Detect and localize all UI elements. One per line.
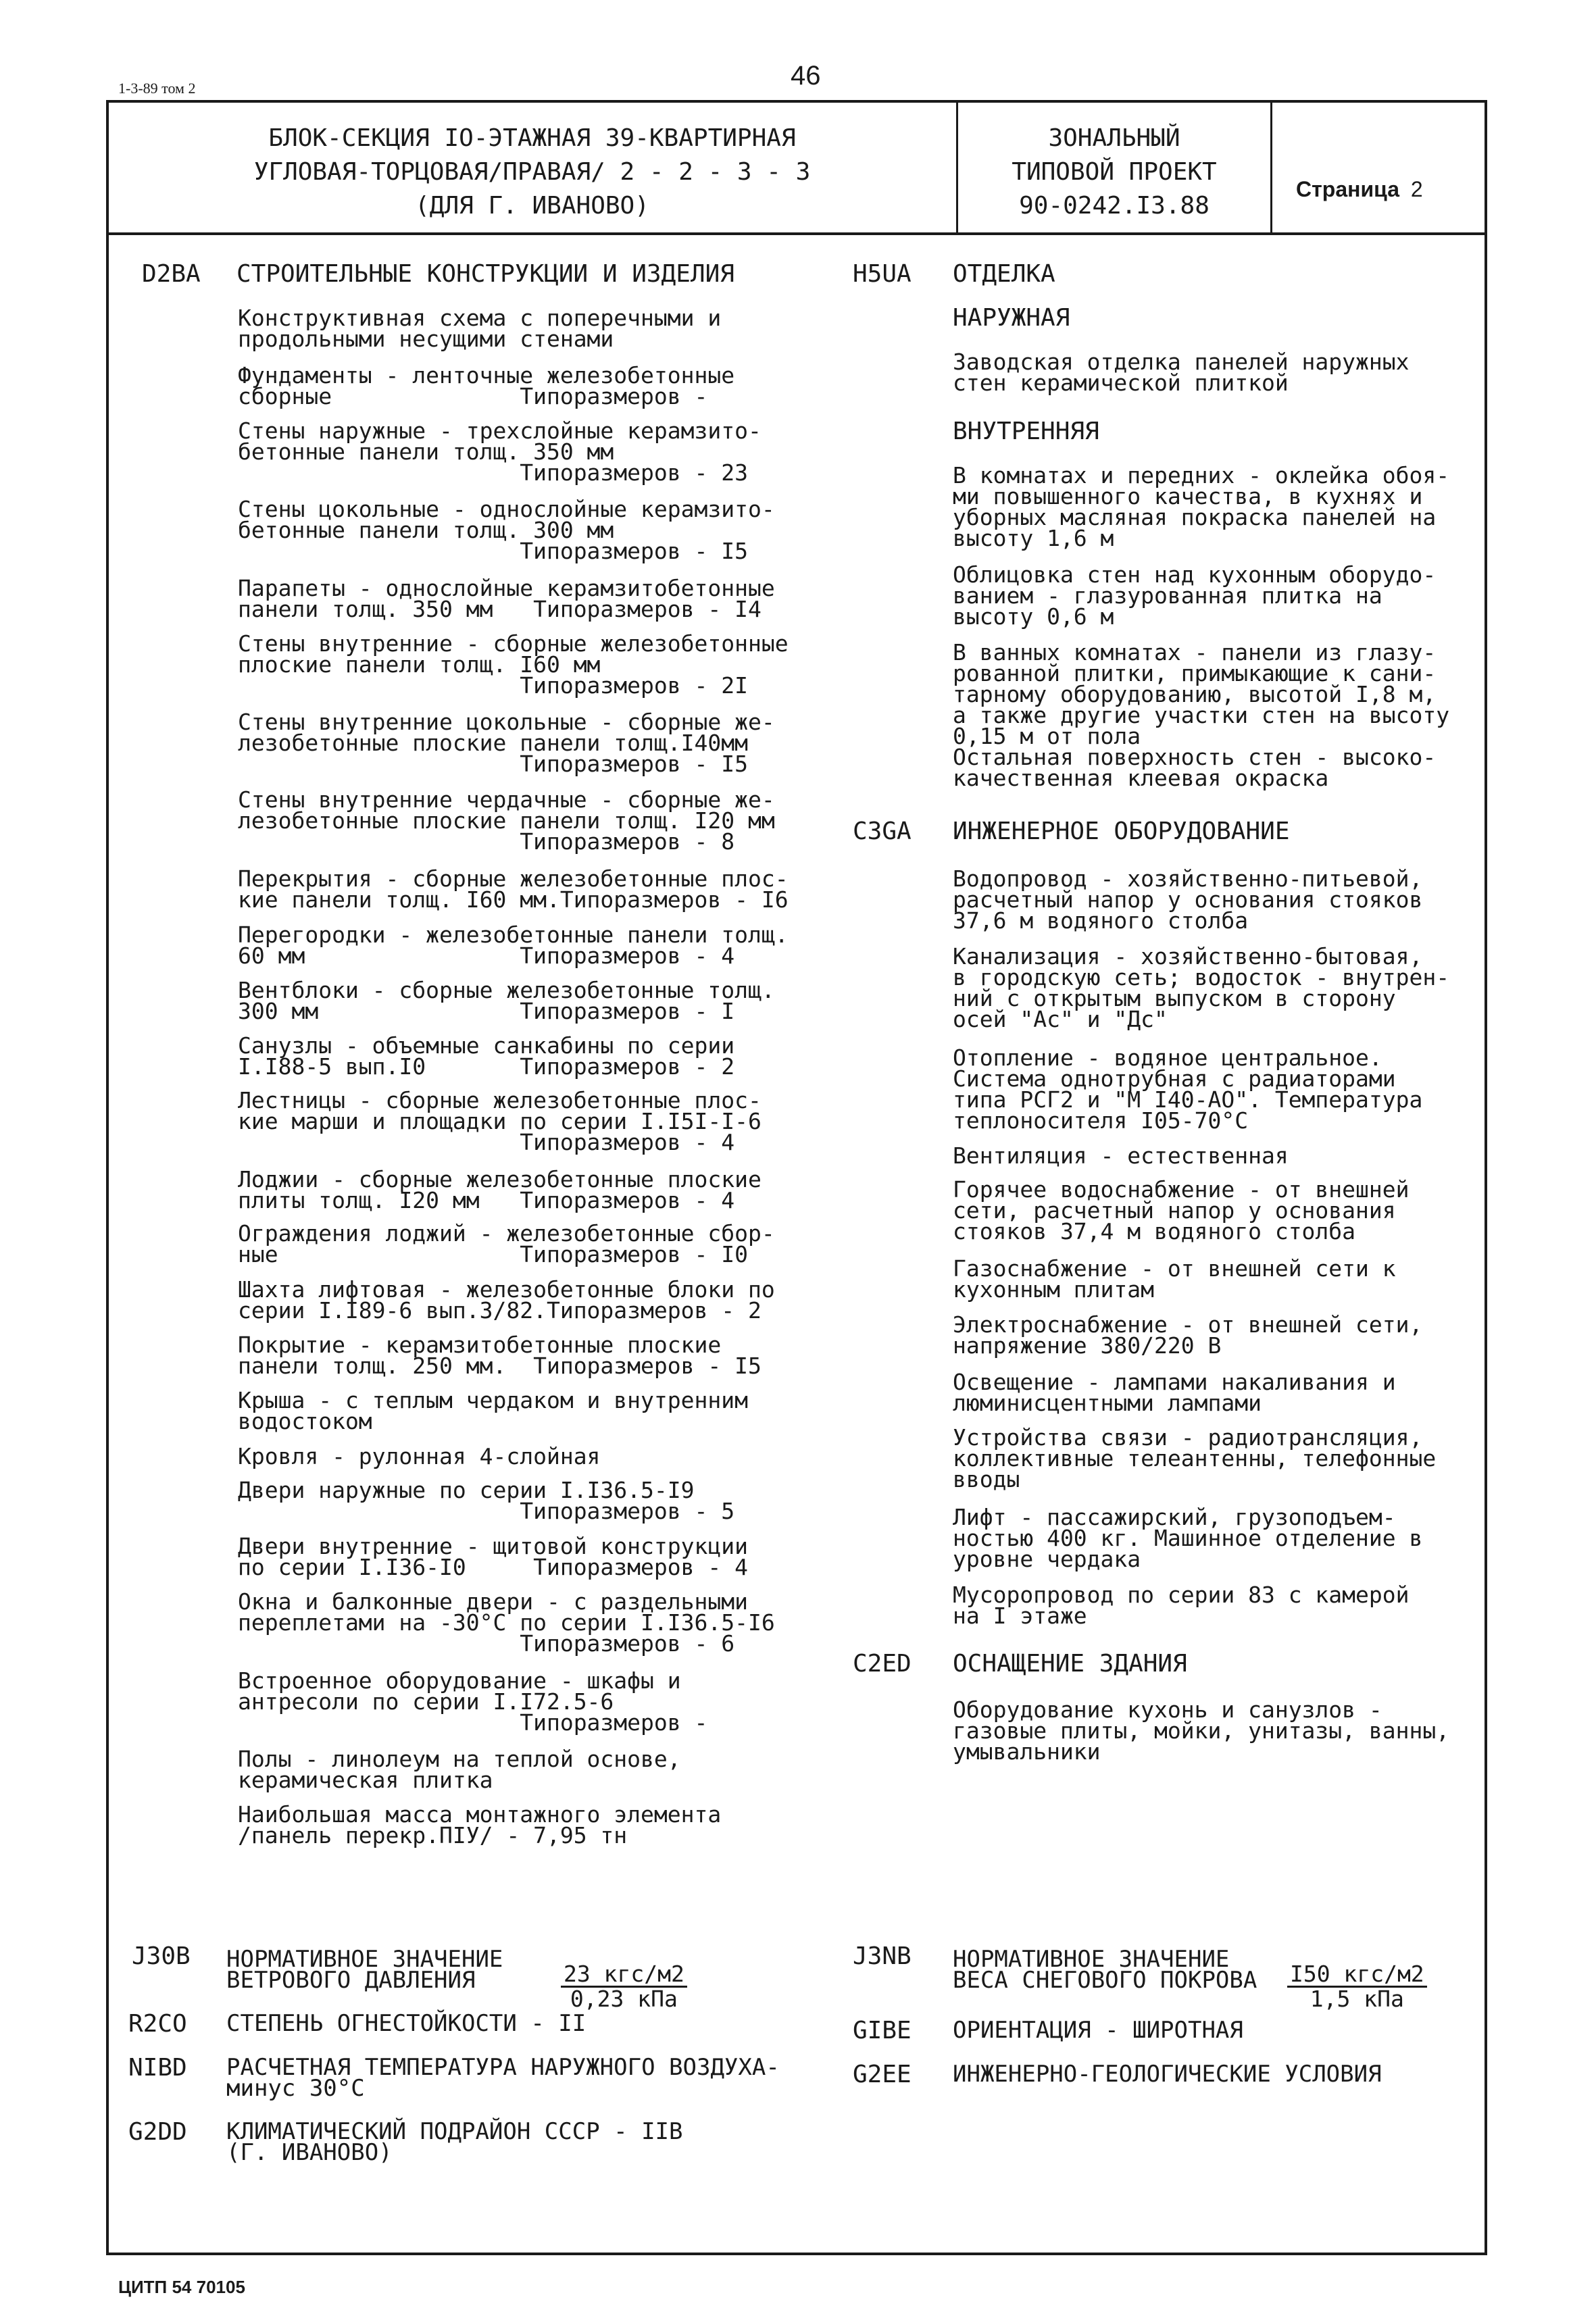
wind-pressure-label: НОРМАТИВНОЕ ЗНАЧЕНИЕ ВЕТРОВОГО ДАВЛЕНИЯ <box>226 1946 503 1994</box>
left-paragraph: Лестницы - сборные железобетонные плос- кие марши и площадки по серии I.I5I-I-6 Типоразмеров - 4 <box>238 1087 762 1155</box>
wind-pressure-kpa: 0,23 кПа <box>570 1986 678 2012</box>
header-divider-2 <box>1270 100 1272 235</box>
left-paragraph: Окна и балконные двери - с раздельными переплетами на -30°С по серии I.I36.5-I6 Типоразмеров - 6 <box>238 1588 775 1657</box>
footer-code: ЦИТП 54 70105 <box>118 2277 245 2297</box>
header-project-line-1: ЗОНАЛЬНЫЙ <box>1048 124 1180 152</box>
section-code-c2ed: C2ED <box>853 1650 912 1678</box>
eng-paragraph: Горячее водоснабжение - от внешней сети, расчетный напор у основания стояков 37,4 м водяного столба <box>953 1176 1410 1244</box>
left-paragraph: Стены внутренние чердачные - сборные же- лезобетонные плоские панели толщ. I20 мм Типоразмеров - 8 <box>238 786 775 855</box>
code-r2co: R2CO <box>128 2010 187 2038</box>
section-code-h5ua: H5UA <box>853 260 912 288</box>
code-g2ee: G2EE <box>853 2061 912 2088</box>
left-paragraph: Крыша - с теплым чердаком и внутренним водостоком <box>238 1387 748 1434</box>
left-paragraph: Стены цокольные - однослойные керамзито- бетонные панели толщ. 300 мм Типоразмеров - I5 <box>238 496 775 564</box>
left-paragraph: Наибольшая масса монтажного элемента /панель перекр.ПIУ/ - 7,95 тн <box>238 1801 722 1848</box>
left-paragraph: Кровля - рулонная 4-слойная <box>238 1443 601 1469</box>
left-paragraph: Стены наружные - трехслойные керамзито- бетонные панели толщ. 350 мм Типоразмеров - 23 <box>238 418 762 486</box>
left-paragraph: Лоджии - сборные железобетонные плоские плиты толщ. I20 мм Типоразмеров - 4 <box>238 1166 762 1213</box>
equipment-text: Оборудование кухонь и санузлов - газовые плиты, мойки, унитазы, ванны, умывальники <box>953 1696 1450 1765</box>
climate-subregion: КЛИМАТИЧЕСКИЙ ПОДРАЙОН СССР - IIВ (Г. ИВАНОВО) <box>226 2118 683 2166</box>
snow-load-kgs: I50 кгс/м2 <box>1287 1963 1427 1988</box>
section-code-c3ga: C3GA <box>853 818 912 845</box>
left-paragraph: Фундаменты - ленточные железобетонные сборные Типоразмеров - <box>238 362 735 409</box>
section-title-construction: СТРОИТЕЛЬНЫЕ КОНСТРУКЦИИ И ИЗДЕЛИЯ <box>236 260 734 288</box>
eng-paragraph: Вентиляция - естественная <box>953 1142 1289 1169</box>
inner-paragraph: Облицовка стен над кухонным оборудо- ванием - глазурованная плитка на высоту 0,6 м <box>953 561 1437 630</box>
inner-paragraph: В комнатах и передних - оклейка обоя- ми повышенного качества, в кухнях и уборных масляная покраска панелей на высоту 1,6 м <box>953 462 1450 551</box>
page-label-text: Страница <box>1296 177 1399 201</box>
left-paragraph: Конструктивная схема с поперечными и продольными несущими стенами <box>238 305 722 352</box>
snow-load-kpa: 1,5 кПа <box>1310 1986 1404 2012</box>
section-title-engineering: ИНЖЕНЕРНОЕ ОБОРУДОВАНИЕ <box>953 818 1290 845</box>
eng-paragraph: Канализация - хозяйственно-бытовая, в городскую сеть; водосток - внутрен- ний с открытым выпуском в сторону осей "Ас" и "Дс" <box>953 943 1450 1032</box>
header-title-line-3: (ДЛЯ Г. ИВАНОВО) <box>415 192 649 220</box>
left-paragraph: Стены внутренние - сборные железобетонные плоские панели толщ. I60 мм Типоразмеров - 2I <box>238 630 789 699</box>
section-title-finish: ОТДЕЛКА <box>953 260 1055 288</box>
wind-pressure-value <box>561 1963 687 2011</box>
section-code-d2ba: D2BA <box>142 260 201 288</box>
eng-paragraph: Газоснабжение - от внешней сети к кухонным плитам <box>953 1255 1396 1303</box>
section-title-equipment: ОСНАЩЕНИЕ ЗДАНИЯ <box>953 1650 1187 1678</box>
code-gibe: GIBE <box>853 2017 912 2044</box>
left-paragraph: Двери наружные по серии I.I36.5-I9 Типоразмеров - 5 <box>238 1477 735 1524</box>
header-title-line-1: БЛОК-СЕКЦИЯ IO-ЭТАЖНАЯ 39-КВАРТИРНАЯ <box>268 124 796 152</box>
header-divider-1 <box>956 100 958 235</box>
snow-load-label: НОРМАТИВНОЕ ЗНАЧЕНИЕ ВЕСА СНЕГОВОГО ПОКРОВА <box>953 1946 1257 1994</box>
outer-finish-text: Заводская отделка панелей наружных стен керамической плиткой <box>953 349 1410 396</box>
eng-paragraph: Освещение - лампами накаливания и люминисцентными лампами <box>953 1369 1396 1416</box>
left-paragraph: Стены внутренние цокольные - сборные же- лезобетонные плоские панели толщ.I40мм Типоразмеров - I5 <box>238 709 775 777</box>
geology-conditions: ИНЖЕНЕРНО-ГЕОЛОГИЧЕСКИЕ УСЛОВИЯ <box>953 2061 1382 2088</box>
orientation: ОРИЕНТАЦИЯ - ШИРОТНАЯ <box>953 2017 1243 2044</box>
code-nibd: NIBD <box>128 2054 187 2082</box>
eng-paragraph: Мусоропровод по серии 83 с камерой на I этаже <box>953 1582 1410 1629</box>
page-number: 46 <box>791 61 821 91</box>
left-paragraph: Встроенное оборудование - шкафы и антресоли по серии I.I72.5-6 Типоразмеров - <box>238 1667 708 1736</box>
left-paragraph: Шахта лифтовая - железобетонные блоки по серии I.I89-6 вып.3/82.Типоразмеров - 2 <box>238 1276 775 1324</box>
left-paragraph: Покрытие - керамзитобетонные плоские панели толщ. 250 мм. Типоразмеров - I5 <box>238 1332 762 1379</box>
fire-resistance: СТЕПЕНЬ ОГНЕСТОЙКОСТИ - II <box>226 2010 587 2037</box>
left-paragraph: Санузлы - объемные санкабины по серии I.I88-5 вып.I0 Типоразмеров - 2 <box>238 1032 735 1080</box>
subsection-title-outer: НАРУЖНАЯ <box>953 304 1070 332</box>
series-label: 1-3-89 том 2 <box>118 80 196 97</box>
design-temperature: РАСЧЕТНАЯ ТЕМПЕРАТУРА НАРУЖНОГО ВОЗДУХА- минус 30°С <box>226 2054 780 2102</box>
header-project-line-2: ТИПОВОЙ ПРОЕКТ <box>1012 158 1217 186</box>
eng-paragraph: Лифт - пассажирский, грузоподъем- ностью 400 кг. Машинное отделение в уровне чердака <box>953 1504 1423 1572</box>
snow-load-value <box>1287 1963 1427 2011</box>
left-paragraph: Вентблоки - сборные железобетонные толщ. 300 мм Типоразмеров - I <box>238 977 775 1024</box>
header-title <box>111 122 953 223</box>
inner-paragraph: В ванных комнатах - панели из глазу- рованной плитки, примыкающие к сани- тарному оборудованию, высотой I,8 м, а также другие участки стен на высоту 0,15 м от пола Остальная поверхность стен - высоко- качественная клеевая окраска <box>953 639 1450 791</box>
left-paragraph: Перекрытия - сборные железобетонные плос- кие панели толщ. I60 мм.Типоразмеров - I6 <box>238 865 789 913</box>
left-paragraph: Парапеты - однослойные керамзитобетонные панели толщ. 350 мм Типоразмеров - I4 <box>238 575 775 622</box>
code-g2dd: G2DD <box>128 2118 187 2146</box>
eng-paragraph: Устройства связи - радиотрансляция, коллективные телеантенны, телефонные вводы <box>953 1424 1437 1492</box>
eng-paragraph: Электроснабжение - от внешней сети, напряжение 380/220 В <box>953 1311 1423 1359</box>
eng-paragraph: Отопление - водяное центральное. Система однотрубная с радиаторами типа РСГ2 и "М I40-АО". Температура теплоносителя I05-70°С <box>953 1045 1423 1134</box>
left-paragraph: Ограждения лоджий - железобетонные сбор- ные Типоразмеров - I0 <box>238 1220 775 1267</box>
left-paragraph: Перегородки - железобетонные панели толщ. 60 мм Типоразмеров - 4 <box>238 922 789 969</box>
subsection-title-inner: ВНУТРЕННЯЯ <box>953 418 1099 445</box>
header-project <box>959 122 1269 223</box>
header-title-line-2: УГЛОВАЯ-ТОРЦОВАЯ/ПРАВАЯ/ 2 - 2 - 3 - 3 <box>253 158 811 186</box>
page-label <box>1296 177 1423 202</box>
code-j30b: J30B <box>132 1942 191 1970</box>
left-paragraph: Полы - линолеум на теплой основе, керамическая плитка <box>238 1746 681 1793</box>
header-project-line-3: 90-0242.I3.88 <box>1019 192 1210 220</box>
page-label-value: 2 <box>1410 177 1423 201</box>
left-paragraph: Двери внутренние - щитовой конструкции по серии I.I36-I0 Типоразмеров - 4 <box>238 1533 748 1580</box>
code-j3nb: J3NB <box>853 1942 912 1970</box>
wind-pressure-kgs: 23 кгс/м2 <box>561 1963 687 1988</box>
eng-paragraph: Водопровод - хозяйственно-питьевой, расчетный напор у основания стояков 37,6 м водяного столба <box>953 865 1423 934</box>
